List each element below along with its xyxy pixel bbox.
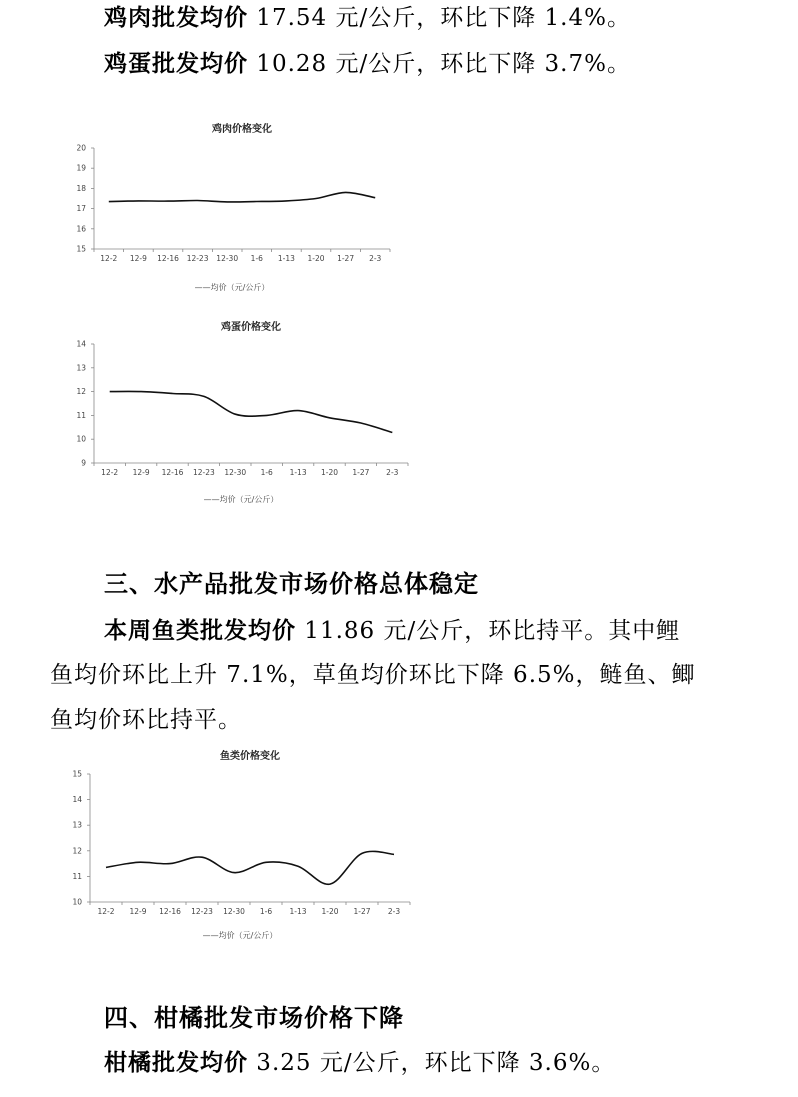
egg-price-text: 10.28 元/公斤，环比下降 3.7%。	[248, 51, 631, 77]
x-tick-label: 12-16	[157, 254, 179, 263]
series-line	[109, 192, 375, 202]
x-tick-label: 12-9	[132, 468, 150, 477]
x-tick-label: 12-30	[224, 468, 247, 477]
y-tick-label: 14	[72, 795, 82, 805]
x-tick-label: 2-3	[369, 254, 382, 263]
legend-entry: ——均价（元/公斤）	[194, 283, 270, 292]
x-tick-label: 12-23	[193, 468, 215, 477]
x-tick-label: 1-20	[320, 468, 339, 477]
egg-price-label: 鸡蛋批发均价	[104, 51, 248, 77]
series-line	[106, 851, 394, 884]
legend-entry: ——均价（元/公斤）	[203, 495, 279, 504]
x-tick-label: 1-27	[353, 907, 371, 916]
x-tick-label: 2-3	[386, 468, 399, 477]
y-tick-label: 12	[76, 387, 86, 397]
section-3-heading: 三、水产品批发市场价格总体稳定	[104, 570, 479, 598]
chicken-price-chart	[60, 118, 420, 300]
citrus-price-paragraph	[104, 1048, 615, 1078]
x-tick-label: 12-2	[101, 468, 119, 477]
x-tick-label: 1-6	[259, 907, 273, 916]
x-tick-label: 1-27	[337, 254, 355, 263]
chart-title: 鱼类价格变化	[220, 751, 280, 762]
chart-title: 鸡肉价格变化	[212, 124, 272, 135]
y-tick-label: 9	[81, 458, 86, 468]
chart-title: 鸡蛋价格变化	[221, 322, 281, 333]
fish-price-text-1: 11.86 元/公斤，环比持平。其中鲤	[296, 618, 681, 644]
x-tick-label: 1-6	[250, 254, 263, 263]
citrus-price-label: 柑橘批发均价	[104, 1050, 248, 1076]
y-tick-label: 14	[76, 339, 86, 349]
chicken-price-paragraph	[104, 3, 631, 33]
x-tick-label: 12-16	[161, 468, 184, 477]
y-tick-label: 18	[76, 183, 86, 193]
fish-price-paragraph-line-2: 鱼均价环比上升 7.1%，草鱼均价环比下降 6.5%，鲢鱼、鲫	[50, 662, 696, 688]
egg-price-paragraph	[104, 49, 631, 79]
egg-price-chart	[60, 315, 420, 510]
series-line	[110, 391, 393, 432]
x-tick-label: 1-20	[307, 254, 325, 263]
section-4-heading: 四、柑橘批发市场价格下降	[104, 1004, 404, 1032]
y-tick-label: 12	[72, 846, 82, 856]
x-tick-label: 12-2	[100, 254, 118, 263]
chicken-price-text: 17.54 元/公斤，环比下降 1.4%。	[248, 5, 631, 31]
citrus-price-text: 3.25 元/公斤，环比下降 3.6%。	[248, 1050, 616, 1076]
x-tick-label: 1-20	[321, 907, 339, 916]
y-tick-label: 15	[72, 769, 82, 779]
y-tick-label: 19	[76, 163, 86, 173]
x-tick-label: 12-30	[216, 254, 239, 263]
y-tick-label: 17	[76, 204, 86, 214]
x-tick-label: 1-13	[289, 468, 307, 477]
x-tick-label: 12-23	[191, 907, 213, 916]
fish-price-label: 本周鱼类批发均价	[104, 618, 296, 644]
chicken-price-label: 鸡肉批发均价	[104, 5, 248, 31]
y-tick-label: 11	[72, 871, 82, 881]
y-tick-label: 10	[72, 897, 82, 907]
x-tick-label: 12-9	[129, 254, 147, 263]
x-tick-label: 1-27	[352, 468, 370, 477]
fish-price-chart	[60, 745, 420, 945]
x-tick-label: 1-6	[260, 468, 273, 477]
legend-entry: ——均价（元/公斤）	[202, 931, 278, 940]
fish-price-paragraph-line-1	[104, 616, 680, 646]
y-tick-label: 15	[76, 244, 86, 254]
y-tick-label: 10	[76, 434, 86, 444]
x-tick-label: 1-13	[289, 907, 307, 916]
y-tick-label: 11	[76, 410, 86, 420]
x-tick-label: 12-9	[129, 907, 147, 916]
x-tick-label: 12-16	[159, 907, 181, 916]
y-tick-label: 16	[76, 224, 86, 234]
y-tick-label: 20	[76, 143, 86, 153]
x-tick-label: 1-13	[277, 254, 295, 263]
y-tick-label: 13	[72, 820, 82, 830]
x-tick-label: 12-23	[186, 254, 209, 263]
x-tick-label: 12-2	[97, 907, 115, 916]
y-tick-label: 13	[76, 363, 86, 373]
fish-price-paragraph-line-3: 鱼均价环比持平。	[50, 707, 242, 733]
x-tick-label: 12-30	[223, 907, 245, 916]
x-tick-label: 2-3	[387, 907, 401, 916]
